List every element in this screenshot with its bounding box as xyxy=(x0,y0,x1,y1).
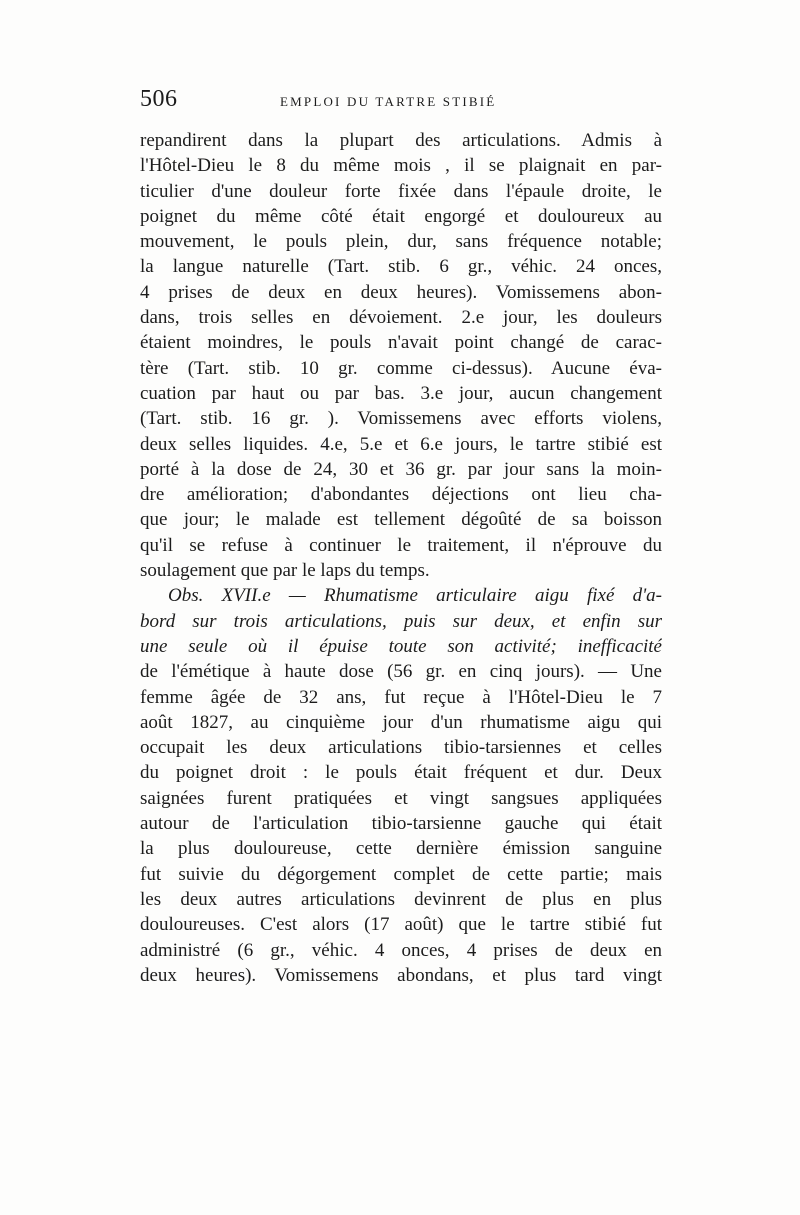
text-line: fut suivie du dégorgement complet de cette partie; mais xyxy=(140,863,662,885)
page-number: 506 xyxy=(140,86,178,112)
running-header xyxy=(140,86,660,116)
text-line: du poignet droit : le pouls était fréquent et dur. Deux xyxy=(140,762,662,784)
text-line: étaient moindres, le pouls n'avait point changé de carac- xyxy=(140,332,662,354)
text-line: dans, trois selles en dévoiement. 2.e jour, les douleurs xyxy=(140,307,662,329)
running-title: EMPLOI DU TARTRE STIBIÉ xyxy=(280,94,497,109)
body-text xyxy=(140,128,662,988)
text-line: autour de l'articulation tibio-tarsienne gauche qui était xyxy=(140,813,662,835)
text-line: août 1827, au cinquième jour d'un rhumatisme aigu qui xyxy=(140,711,662,733)
text-line: cuation par haut ou par bas. 3.e jour, aucun changement xyxy=(140,382,662,404)
text-line: la plus douloureuse, cette dernière émission sanguine xyxy=(140,838,662,860)
text-line: bord sur trois articulations, puis sur deux, et enfin sur xyxy=(140,610,662,632)
text-line: de l'émétique à haute dose (56 gr. en cinq jours). — Une xyxy=(140,661,662,683)
text-line: porté à la dose de 24, 30 et 36 gr. par jour sans la moin- xyxy=(140,458,662,480)
text-line: saignées furent pratiquées et vingt sangsues appliquées xyxy=(140,787,662,809)
text-line: deux heures). Vomissemens abondans, et plus tard vingt xyxy=(140,964,662,986)
text-line: ticulier d'une douleur forte fixée dans l'épaule droite, le xyxy=(140,180,662,202)
text-line: une seule où il épuise toute son activité; inefficacité xyxy=(140,635,662,657)
text-line: les deux autres articulations devinrent de plus en plus xyxy=(140,888,662,910)
text-line: l'Hôtel-Dieu le 8 du même mois , il se plaignait en par- xyxy=(140,155,662,177)
text-line: dre amélioration; d'abondantes déjections ont lieu cha- xyxy=(140,484,662,506)
text-line: femme âgée de 32 ans, fut reçue à l'Hôtel-Dieu le 7 xyxy=(140,686,662,708)
text-line: tère (Tart. stib. 10 gr. comme ci-dessus). Aucune éva- xyxy=(140,357,662,379)
text-line: (Tart. stib. 16 gr. ). Vomissemens avec efforts violens, xyxy=(140,408,662,430)
observation-heading: Obs. XVII.e — Rhumatisme articulaire aigu fixé d'a- xyxy=(168,585,662,607)
text-line: que jour; le malade est tellement dégoûté de sa boisson xyxy=(140,509,662,531)
text-line: douloureuses. C'est alors (17 août) que le tartre stibié fut xyxy=(140,914,662,936)
text-line: poignet du même côté était engorgé et douloureux au xyxy=(140,205,662,227)
text-line: occupait les deux articulations tibio-tarsiennes et celles xyxy=(140,737,662,759)
text-line: soulagement que par le laps du temps. xyxy=(140,560,430,582)
text-line: repandirent dans la plupart des articulations. Admis à xyxy=(140,130,662,151)
text-line: administré (6 gr., véhic. 4 onces, 4 prises de deux en xyxy=(140,939,662,961)
text-line: la langue naturelle (Tart. stib. 6 gr., véhic. 24 onces, xyxy=(140,256,662,278)
text-line: 4 prises de deux en deux heures). Vomissemens abon- xyxy=(140,281,662,303)
text-line: mouvement, le pouls plein, dur, sans fréquence notable; xyxy=(140,231,662,253)
text-line: deux selles liquides. 4.e, 5.e et 6.e jours, le tartre stibié est xyxy=(140,433,662,455)
text-line: qu'il se refuse à continuer le traitement, il n'éprouve du xyxy=(140,534,662,556)
